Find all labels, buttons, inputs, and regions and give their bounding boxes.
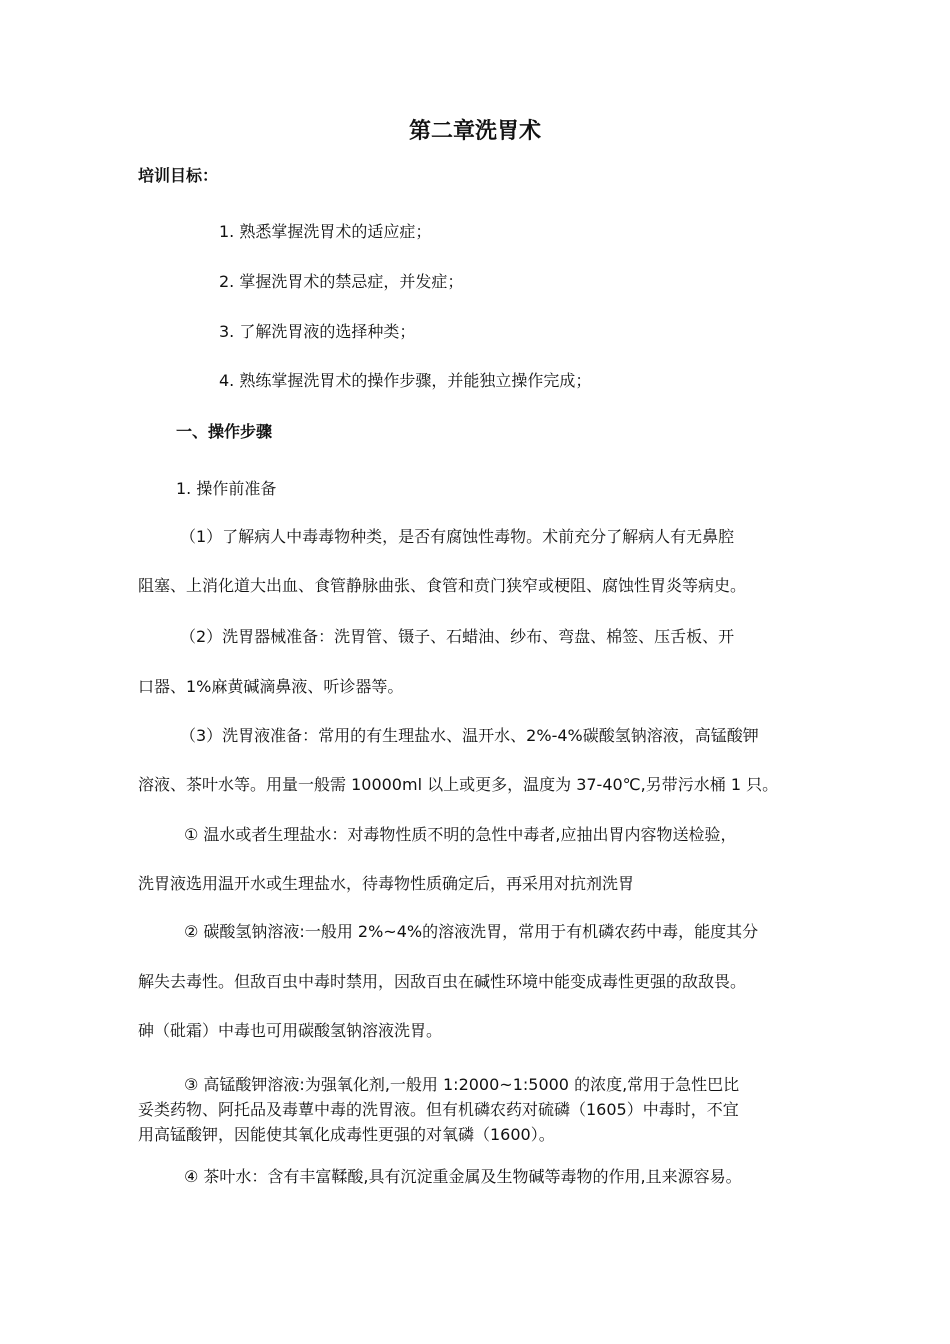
objective-item-3: 3. 了解洗胃液的选择种类； xyxy=(219,322,416,341)
paragraph-1-line-1: （1）了解病人中毒毒物种类，是否有腐蚀性毒物。术前充分了解病人有无鼻腔 xyxy=(180,527,735,546)
objective-item-2: 2. 掌握洗胃术的禁忌症，并发症； xyxy=(219,272,464,291)
clause-3-line-2: 妥类药物、阿托品及毒蕈中毒的洗胃液。但有机磷农药对硫磷（1605）中毒时，不宜 xyxy=(138,1100,739,1119)
objective-item-1: 1. 熟悉掌握洗胃术的适应症； xyxy=(219,222,432,241)
paragraph-3-line-2: 溶液、茶叶水等。用量一般需 10000ml 以上或更多，温度为 37-40℃,另带污水桶 1 只。 xyxy=(138,775,779,794)
paragraph-2-line-1: （2）洗胃器械准备：洗胃管、镊子、石蜡油、纱布、弯盘、棉签、压舌板、开 xyxy=(180,627,735,646)
clause-2-line-1: ② 碳酸氢钠溶液:一般用 2%~4%的溶液洗胃，常用于有机磷农药中毒，能度其分 xyxy=(184,922,759,941)
clause-1-line-1: ① 温水或者生理盐水：对毒物性质不明的急性中毒者,应抽出胃内容物送检验， xyxy=(184,825,737,844)
paragraph-2-line-2: 口器、1%麻黄碱滴鼻液、听诊器等。 xyxy=(138,677,404,696)
page-title: 第二章洗胃术 xyxy=(408,119,541,144)
clause-3-line-1: ③ 高锰酸钾溶液:为强氧化剂,一般用 1:2000~1:5000 的浓度,常用于急性巴比 xyxy=(184,1075,740,1094)
objectives-heading: 培训目标： xyxy=(138,166,219,185)
paragraph-3-line-1: （3）洗胃液准备：常用的有生理盐水、温开水、2%-4%碳酸氢钠溶液，高锰酸钾 xyxy=(180,726,759,745)
clause-4-line-1: ④ 茶叶水：含有丰富鞣酸,具有沉淀重金属及生物碱等毒物的作用,且来源容易。 xyxy=(184,1167,742,1186)
subsection-heading: 1. 操作前准备 xyxy=(176,479,277,498)
clause-2-line-3: 砷（砒霜）中毒也可用碳酸氢钠溶液洗胃。 xyxy=(138,1021,443,1040)
clause-3-line-3: 用高锰酸钾，因能使其氧化成毒性更强的对氧磷（1600）。 xyxy=(138,1125,555,1144)
section-heading: 一、操作步骤 xyxy=(176,422,273,441)
clause-2-line-2: 解失去毒性。但敌百虫中毒时禁用，因敌百虫在碱性环境中能变成毒性更强的敌敌畏。 xyxy=(138,972,747,991)
paragraph-1-line-2: 阻塞、上消化道大出血、食管静脉曲张、食管和贲门狭窄或梗阻、腐蚀性胃炎等病史。 xyxy=(138,576,747,595)
clause-1-line-2: 洗胃液选用温开水或生理盐水，待毒物性质确定后，再采用对抗剂洗胃 xyxy=(138,874,635,893)
objective-item-4: 4. 熟练掌握洗胃术的操作步骤，并能独立操作完成； xyxy=(219,371,592,390)
